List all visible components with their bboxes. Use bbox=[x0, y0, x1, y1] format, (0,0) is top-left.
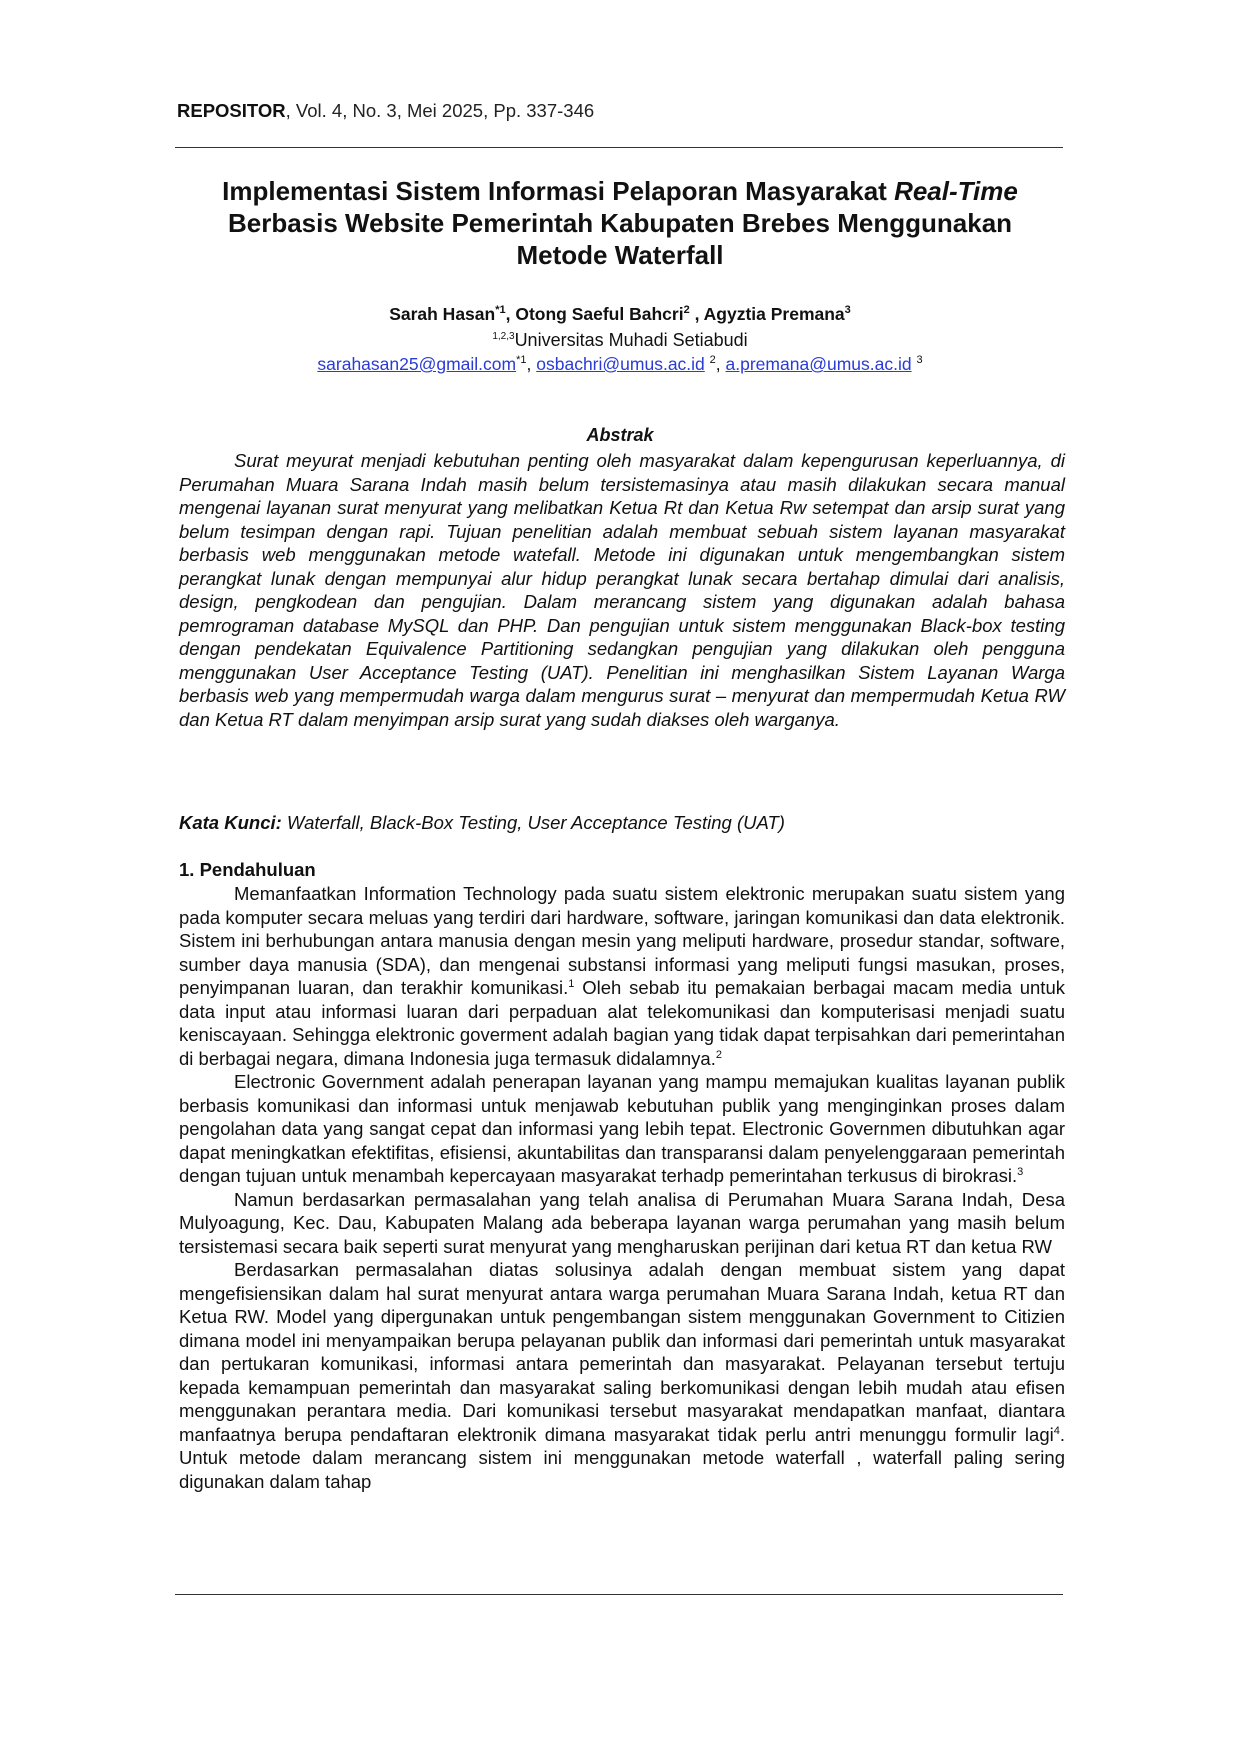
affiliation-name: Universitas Muhadi Setiabudi bbox=[514, 330, 748, 350]
paragraph-3: Namun berdasarkan permasalahan yang telah analisa di Perumahan Muara Sarana Indah, Desa Mulyoagung, Kec. Dau, Kabupaten Malang ada beberapa layanan warga perumahan yang masih belum tersistemasi secara baik seperti surat menyurat yang mengharuskan perijinan dari ketua RT dan ketua RW bbox=[179, 1188, 1065, 1257]
email-link-1[interactable]: sarahasan25@gmail.com bbox=[317, 354, 517, 374]
paragraph-2-text: Electronic Government adalah penerapan layanan yang mampu memajukan kualitas layanan publik berbasis komunikasi dan informasi untuk menjawab kebutuhan publik yang menginginkan proses dalam pengolahan data yang sangat cepat dan informasi yang lebih tepat. Electronic Governmen dibutuhkan agar dapat meningkatkan efektifitas, efisiensi, akuntabilitas dan transparansi dalam penyelenggaraan pemerintah dengan tujuan untuk menambah kepercayaan masyarakat terhadp pemerintahan terkusus di birokrasi. bbox=[179, 1071, 1065, 1186]
header-rule bbox=[175, 147, 1063, 148]
author-list bbox=[150, 302, 1090, 326]
paper-title bbox=[150, 175, 1090, 271]
footnote-ref-2: 2 bbox=[715, 1048, 722, 1061]
title-line-1-text: Implementasi Sistem Informasi Pelaporan Masyarakat bbox=[222, 176, 895, 206]
keywords bbox=[179, 811, 1065, 835]
author-emails: sarahasan25@gmail.com$^{*1}$, osbachri@umus.ac.id $^2$, a.premana@umus.ac.id $^3$ bbox=[317, 354, 923, 374]
paragraph-4-part-b: . Untuk metode dalam merancang sistem ini menggunakan metode waterfall , waterfall paling sering digunakan dalam tahap bbox=[179, 1423, 1065, 1492]
email-1-sup: *1 bbox=[516, 354, 527, 367]
footnote-ref-3: 3 bbox=[1017, 1165, 1024, 1178]
paragraph-1 bbox=[179, 882, 1065, 1070]
email-3-sup: 3 bbox=[916, 354, 923, 367]
affiliation-sup: 1,2,3 bbox=[492, 331, 515, 342]
title-line-3: Metode Waterfall bbox=[516, 240, 724, 270]
paragraph-2 bbox=[179, 1070, 1065, 1188]
author-1-sup: *1 bbox=[495, 304, 506, 317]
paragraph-1-part-b: Oleh sebab itu pemakaian berbagai macam media untuk data input atau informasi luaran dari perpaduan alat telekomunikasi dan komputerisasi menjadi suatu keniscayaan. Sehingga elektronic goverment adalah bagian yang tidak dapat terpisahkan dari pemerintahan di berbagai negara, dimana Indonesia juga termasuk didalamnya. bbox=[179, 977, 1065, 1069]
journal-details: , Vol. 4, No. 3, Mei 2025, Pp. 337-346 bbox=[285, 100, 595, 121]
email-2-sup: 2 bbox=[709, 354, 716, 367]
title-line-1 bbox=[150, 175, 1090, 207]
paragraph-4 bbox=[179, 1258, 1065, 1493]
paragraph-1-part-a: Memanfaatkan Information Technology pada suatu sistem elektronic merupakan suatu sistem yang pada komputer secara meluas yang terdiri dari hardware, software, jaringan komunikasi dan data elektronik. Sistem ini berhubungan antara manusia dengan mesin yang meliputi hardware, prosedur standar, software, sumber daya manusia (SDA), dan mengenai substansi informasi yang meliputi fungsi masukan, proses, penyimpanan luaran, dan terakhir komunikasi. bbox=[179, 883, 1065, 998]
email-link-2[interactable]: osbachri@umus.ac.id bbox=[536, 354, 705, 374]
keywords-text: Waterfall, Black-Box Testing, User Acceptance Testing (UAT) bbox=[281, 812, 785, 833]
section-body bbox=[179, 882, 1065, 1493]
email-link-3[interactable]: a.premana@umus.ac.id bbox=[725, 354, 912, 374]
author-1: Sarah Hasan bbox=[389, 304, 496, 324]
paragraph-4-part-a: Berdasarkan permasalahan diatas solusinya adalah dengan membuat sistem yang dapat mengefisiensikan dalam hal surat menyurat antara warga perumahan Muara Sarana Indah, ketua RT dan Ketua RW. Model yang dipergunakan untuk pengembangan sistem menggunakan Government to Citizien dimana model ini menyampaikan berupa pelayanan publik dan informasi dari pemerintah untuk masyarakat dan pertukaran komunikasi, informasi antara pemerintah dan masyarakat. Pelayanan tersebut tertuju kepada kemampuan pemerintah dan masyarakat saling berkomunikasi dengan lebih mudah atau efisen menggunakan perantara media. Dari komunikasi tersebut masyarakat mendapatkan manfaat, diantara manfaatnya berupa pendaftaran elektronik dimana masyarakat tidak perlu antri menunggu formulir lagi bbox=[179, 1259, 1065, 1445]
author-2: , Otong Saeful Bahcri bbox=[505, 304, 684, 324]
title-line-2: Berbasis Website Pemerintah Kabupaten Brebes Menggunakan bbox=[227, 208, 1013, 238]
author-2-sup: 2 bbox=[683, 304, 690, 317]
footer-rule bbox=[175, 1594, 1063, 1595]
keywords-label: Kata Kunci: bbox=[179, 812, 282, 833]
footnote-ref-4: 4 bbox=[1053, 1424, 1060, 1437]
abstract-text: Surat meyurat menjadi kebutuhan penting oleh masyarakat dalam kepengurusan keperluannya, di Perumahan Muara Sarana Indah masih belum tersistemasinya atau masih dilakukan secara manual mengenai layanan surat menyurat yang melibatkan Ketua Rt dan Ketua Rw setempat dan arsip surat yang belum tesimpan dengan rapi. Tujuan penelitian adalah membuat sebuah sistem layanan masyarakat berbasis web menggunakan metode watefall. Metode ini digunakan untuk mengembangkan sistem perangkat lunak dengan mempunyai alur hidup perangkat lunak secara bertahap dimulai dari analisis, design, pengkodean dan pengujian. Dalam merancang sistem yang digunakan adalah bahasa pemrograman database MySQL dan PHP. Dan pengujian untuk sistem menggunakan Black-box testing dengan pendekatan Equivalence Partitioning sedangkan pengujian yang dilakukan oleh pengguna menggunakan User Acceptance Testing (UAT). Penelitian ini menghasilkan Sistem Layanan Warga berbasis web yang mempermudah warga dalam mengurus surat – menyurat dan mempermudah Ketua RW dan Ketua RT dalam menyimpan arsip surat yang sudah diakses oleh warganya. bbox=[179, 450, 1065, 730]
footnote-ref-1: 1 bbox=[568, 977, 575, 990]
title-line-1-italic: Real-Time bbox=[894, 176, 1018, 206]
section-heading: 1. Pendahuluan bbox=[179, 859, 316, 880]
abstract-heading: Abstrak bbox=[586, 425, 654, 445]
author-3-sup: 3 bbox=[844, 304, 851, 317]
affiliation bbox=[150, 328, 1090, 352]
journal-header bbox=[177, 100, 594, 122]
journal-name: REPOSITOR bbox=[177, 100, 286, 121]
author-3: , Agyztia Premana bbox=[689, 304, 845, 324]
